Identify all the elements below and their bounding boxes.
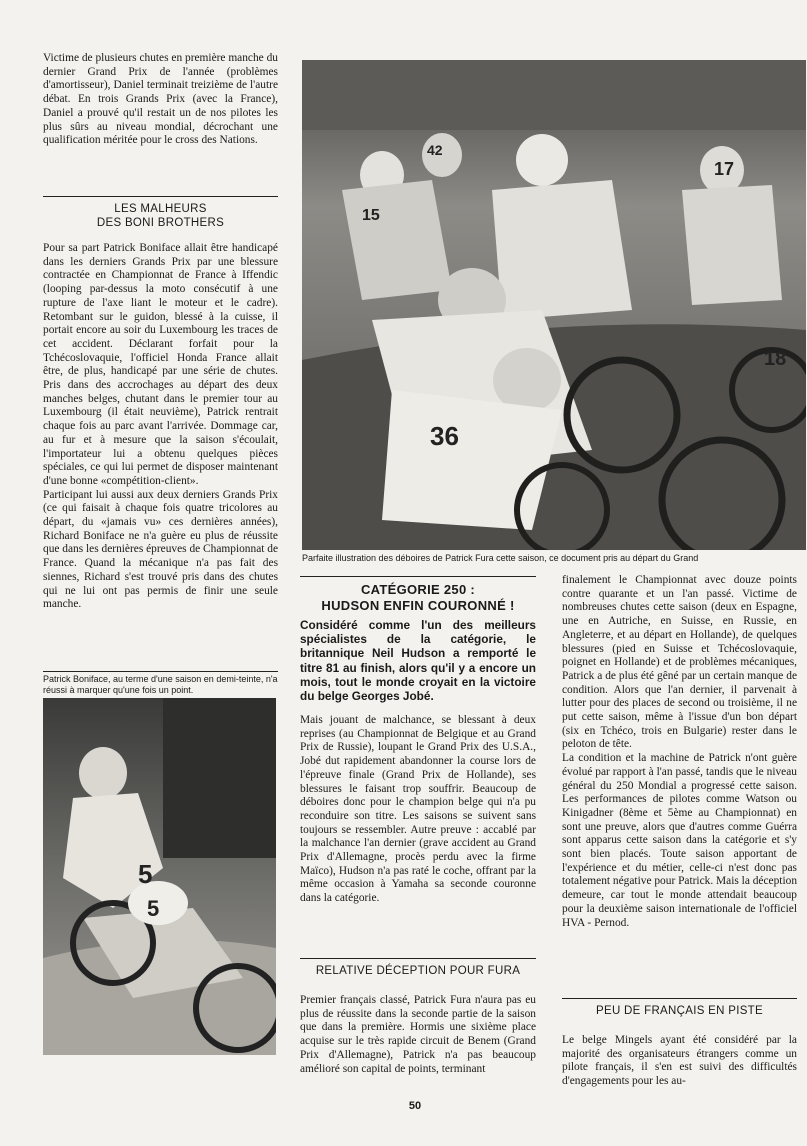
plate-number: 5 [147, 896, 160, 921]
lead-paragraph: Considéré comme l'un des meilleurs spécialistes de la catégorie, le britannique Neil Hudson a remporté le titre 81 au finish, alors qu'il y a encore un mois, tout le monde croyait en la victoire du belge Georges Jobé. [300, 618, 536, 704]
heading-line: CATÉGORIE 250 : [360, 582, 476, 597]
fura-caption: Parfaite illustration des déboires de Patrick Fura cette saison, ce document pris au départ du Grand [302, 553, 699, 563]
rider-number: 36 [430, 421, 459, 451]
rider-number: 15 [362, 207, 380, 224]
heading-boni-brothers [43, 196, 278, 230]
rider-number: 18 [764, 348, 787, 370]
col1-intro: Victime de plusieurs chutes en première manche du dernier Grand Prix de l'année (problèmes d'amortisseur), Daniel terminait treizième de l'autre débat. En trois Grands Prix (avec la France), Daniel a prouvé qu'il restait un de nos pilotes les plus sûrs au niveau mondial, décrochant une qualification méritée pour le cross des Nations. [43, 52, 278, 147]
paragraph: Participant lui aussi aux deux derniers Grands Prix (ce qui faisait à chaque fois quatre tricolores au départ, du «jamais vu» ces dernières années), Richard Boniface ne n'a guère eu plus de réussite que dans les dernières épreuves de Championnat de France. Quand la mécanique n'a pas fait des siennes, Richard s'est trouvé pris dans des chutes qui ne lui ont pas permis de finir une seule manche. [43, 488, 279, 611]
col2-body: Mais jouant de malchance, se blessant à deux reprises (au Championnat de Belgique et au Grand Prix de Russie), loupant le Grand Prix des U.S.A., Jobé dut rapidement abandonner la course lors de l'épreuve finale (Grand Prix de Hollande), ses blessures le faisant trop souffrir. Beaucoup de déboires donc pour le champion belge qui n'a pu reconduire son titre. Les saisons se suivent sans toujours se ressembler. Autre preuve : accablé par la malchance l'an dernier (grave accident au Grand Prix d'Allemagne, procès perdu avec la firme Maïco), Hudson n'a pas raté le coche, offrant par la même occasion à Yamaha sa seconde couronne dans la catégorie. [300, 714, 536, 905]
paragraph: La condition et la machine de Patrick n'ont guère évolué par rapport à l'an passé, tandis que le niveau général du 250 Mondial a progressé cette saison. Les performances de pilotes comme Watson ou Kinigadner (8ème et 5ème au Championnat) en sont une preuve, alors que d'autres comme Guérra sont apparus cette saison dans la catégorie et s'y sont bien placés. Toute saison apportant de l'expérience et du métier, celle-ci n'est donc pas totalement négative pour Patrick. Mais la déception demeure, car tout le monde attendait beaucoup pour la deuxième saison internationale de l'officiel HVA - Pernod. [562, 752, 798, 929]
col3-body [562, 574, 797, 930]
rider-number: 5 [138, 859, 153, 889]
boniface-photo [43, 698, 276, 1055]
col2-body2: Premier français classé, Patrick Fura n'aura pas eu plus de réussite dans la seconde partie de la saison que dans la première. Hormis une sixième place acquise sur le très rapide circuit de Benem (Grand Prix d'Allemagne), Patrick n'a pas beaucoup amélioré son capital de points, terminant [300, 994, 536, 1075]
heading-line: LES MALHEURS [114, 203, 207, 215]
col1-body [43, 242, 278, 612]
col3-body3: Le belge Mingels ayant été considéré par la majorité des organisateurs étrangers comme un pilote français, il s'en est suivi des difficultés d'engagements pour les au- [562, 1034, 797, 1088]
paragraph: finalement le Championnat avec douze points contre quarante et un l'an passé. Victime de nombreuses chutes cette saison (deux en Espagne, une en Autriche, en Suisse, en Russie, en Angleterre, et au départ en Hollande), de quelques blessures (pied en Suisse et Tchécoslovaquie, poignet en Hollande) et de problèmes mécaniques, Patrick a de plus été gêné par un certain manque de condition. Alors que l'an dernier, il parvenait à lutter pour des places de second ou troisième, il ne put cette saison, même à l'issue d'un bon départ (six en Tchéco, trois en Bulgarie) rester dans le peloton de tête. [562, 574, 797, 751]
rider-number: 17 [714, 159, 735, 179]
rider-number: 42 [427, 142, 443, 158]
heading-peu-de-francais: PEU DE FRANÇAIS EN PISTE [562, 998, 797, 1018]
heading-line: DES BONI BROTHERS [96, 217, 225, 229]
heading-line: HUDSON ENFIN COURONNÉ ! [321, 598, 515, 613]
motocross-start-image [302, 60, 806, 550]
fura-start-photo [302, 60, 806, 550]
heading-deception-fura: RELATIVE DÉCEPTION POUR FURA [300, 958, 536, 978]
heading-categorie-250 [300, 576, 536, 614]
boniface-caption: Patrick Boniface, au terme d'une saison en demi-teinte, n'a réussi à marquer qu'une fois un point. [43, 671, 278, 696]
paragraph: Pour sa part Patrick Boniface allait être handicapé dans les derniers Grands Prix par une blessure contractée en Championnat de France à Iffendic (looping par-dessus la moto consécutif à une rupture de l'axe liant le moteur et le cadre). Retombant sur le guidon, blessé à la cuisse, il portait encore au soir du Luxembourg les traces de cet accident. Déclarant forfait pour la Tchécoslovaquie, l'officiel Honda France allait être, de plus, handicapé par une série de chutes. Pris dans des accrochages au départ des deux manches belges, chutant dans le premier tour au Luxembourg (il était neuvième), Patrick rentrait chaque fois au parc avant l'arrivée. Dommage car, au fur et à mesure que la saison s'écoulait, l'importateur lui a obtenu quelques pièces spéciales, ce qui lui permet de disposer maintenant d'une bonne «compétition-client». [43, 242, 278, 487]
page-number: 50 [408, 1100, 422, 1112]
motocross-rider-image [43, 698, 276, 1055]
